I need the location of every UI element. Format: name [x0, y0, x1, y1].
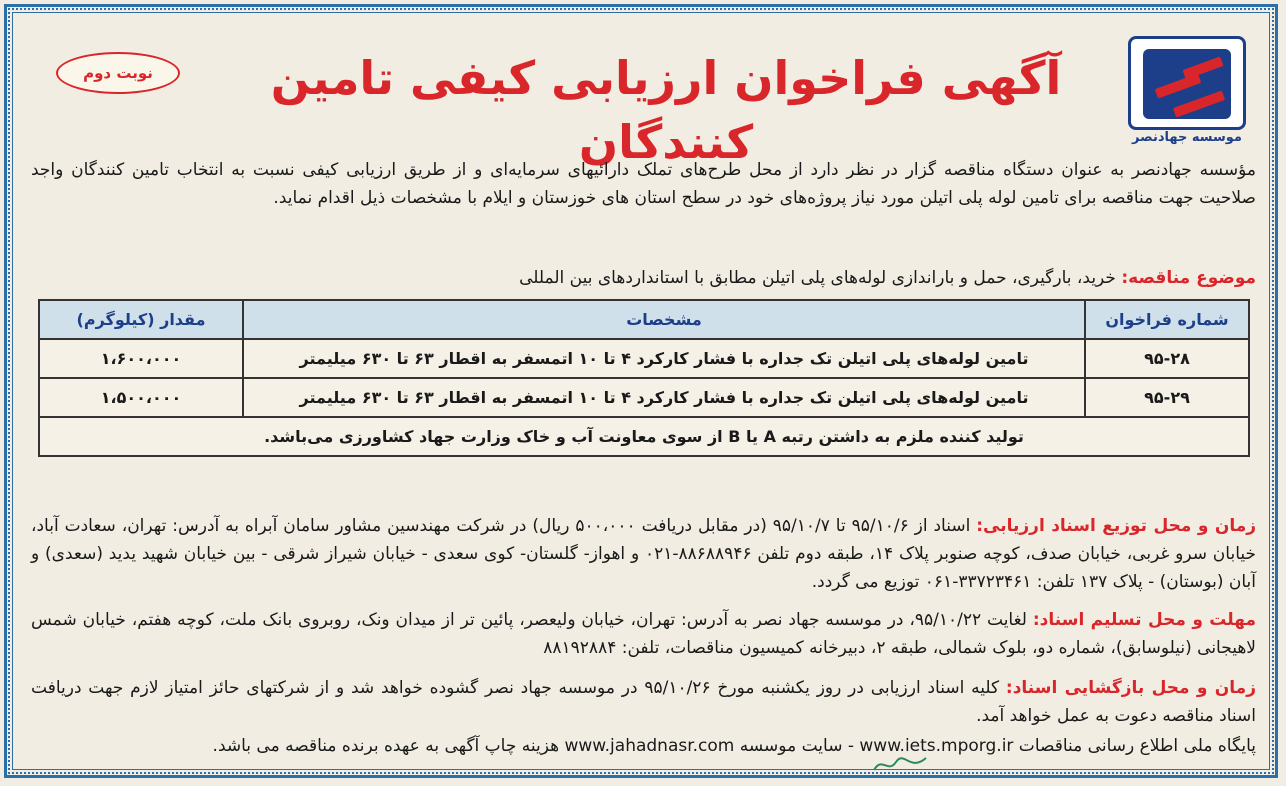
table-note-row: [39, 417, 1249, 456]
header-qty: مقدار (کیلوگرم): [39, 300, 243, 339]
header-number: شماره فراخوان: [1085, 300, 1249, 339]
subject-text: خرید، بارگیری، حمل و باراندازی لوله‌های پلی اتیلن مطابق با استانداردهای بین المللی: [519, 268, 1122, 288]
opening-label: زمان و محل بازگشایی اسناد:: [1005, 678, 1256, 698]
footer-line: پایگاه ملی اطلاع رسانی مناقصات www.iets.mporg.ir - سایت موسسه www.jahadnasr.com هزینه چاپ آگهی به عهده برنده مناقصه می باشد.: [212, 736, 1256, 756]
table-row: [39, 339, 1249, 378]
submission-section: [31, 606, 1256, 662]
jahad-nasr-logo: [1128, 36, 1246, 148]
table-note: تولید کننده ملزم به داشتن رتبه A یا B از سوی معاونت آب و خاک وزارت جهاد کشاورزی می‌باشد.: [39, 417, 1249, 456]
row-qty: ۱،۵۰۰،۰۰۰: [39, 378, 243, 417]
distribution-text: اسناد از ۹۵/۱۰/۶ تا ۹۵/۱۰/۷ (در مقابل دریافت ۵۰۰،۰۰۰ ریال) در شرکت مهندسین مشاور سامان آبراه به آدرس: تهران، سعادت آباد، خیابان سرو غربی، خیابان صدف، کوچه صنوبر پلاک ۱۴، طبقه دوم تلفن ۸۸۶۸۸۹۴۶-۰۲۱ و اهواز- گلستان- کوی سعدی - خیابان شیراز شرقی - بین خیابان شهید یدید (سعدی) و آبان (بوستان) - پلاک ۱۳۷ تلفن: ۳۳۷۲۳۴۶۱-۰۶۱ توزیع می گردد.: [31, 516, 1257, 592]
page-title: آگهی فراخوان ارزیابی کیفی تامین کنندگان: [270, 51, 1062, 169]
submission-text: لغایت ۹۵/۱۰/۲۲، در موسسه جهاد نصر به آدرس: تهران، خیابان ولیعصر، پائین تر از میدان ونک، روبروی بانک ملت، کوچه هفتم، خیابان شمس لاهیجانی (نیلوسابق)، شماره دو، بلوک شمالی، طبقه ۲، دبیرخانه کمیسیون مناقصات، تلفن: ۸۸۱۹۲۸۸۴: [31, 610, 1256, 658]
submission-label: مهلت و محل تسلیم اسناد:: [1032, 610, 1256, 630]
table-row: [39, 378, 1249, 417]
round-badge: نوبت دوم: [56, 52, 180, 94]
logo-mark-icon: [1143, 49, 1231, 119]
header-spec: مشخصات: [243, 300, 1085, 339]
row-qty: ۱،۶۰۰،۰۰۰: [39, 339, 243, 378]
row-spec: تامین لوله‌های پلی اتیلن تک جداره با فشار کارکرد ۴ تا ۱۰ اتمسفر به اقطار ۶۳ تا ۶۳۰ میلیمتر: [243, 378, 1085, 417]
intro-paragraph: مؤسسه جهادنصر به عنوان دستگاه مناقصه گزار در نظر دارد از محل طرح‌های تملک دارائیهای سرمایه‌ای و از طریق ارزیابی کیفی نسبت به انتخاب تامین کنندگان واجد صلاحیت جهت مناقصه برای تامین لوله پلی اتیلن مورد نیاز پروژه‌های خود در سطح استان های خوزستان و ایلام با مشخصات ذیل اقدام نماید.: [31, 160, 1256, 208]
opening-section: [31, 674, 1256, 730]
handwritten-mark-icon: [870, 752, 930, 776]
row-number: ۹۵-۲۸: [1085, 339, 1249, 378]
distribution-section: [31, 512, 1256, 596]
subject-label: موضوع مناقصه:: [1121, 268, 1256, 288]
opening-text: کلیه اسناد ارزیابی در روز یکشنبه مورخ ۹۵/۱۰/۲۶ در موسسه جهاد نصر گشوده خواهد شد و از شرکتهای حائز امتیاز لازم جهت دریافت اسناد مناقصه دعوت به عمل خواهد آمد.: [31, 678, 1256, 726]
subject-line: [31, 264, 1256, 292]
distribution-label: زمان و محل توزیع اسناد ارزیابی:: [976, 516, 1257, 536]
row-number: ۹۵-۲۹: [1085, 378, 1249, 417]
logo-caption: موسسه جهادنصر: [1132, 130, 1242, 145]
logo-box: [1128, 36, 1246, 130]
row-spec: تامین لوله‌های پلی اتیلن تک جداره با فشار کارکرد ۴ تا ۱۰ اتمسفر به اقطار ۶۳ تا ۶۳۰ میلیمتر: [243, 339, 1085, 378]
table-header-row: [39, 300, 1249, 339]
tender-table: [38, 299, 1250, 457]
content-area: [26, 22, 1256, 762]
